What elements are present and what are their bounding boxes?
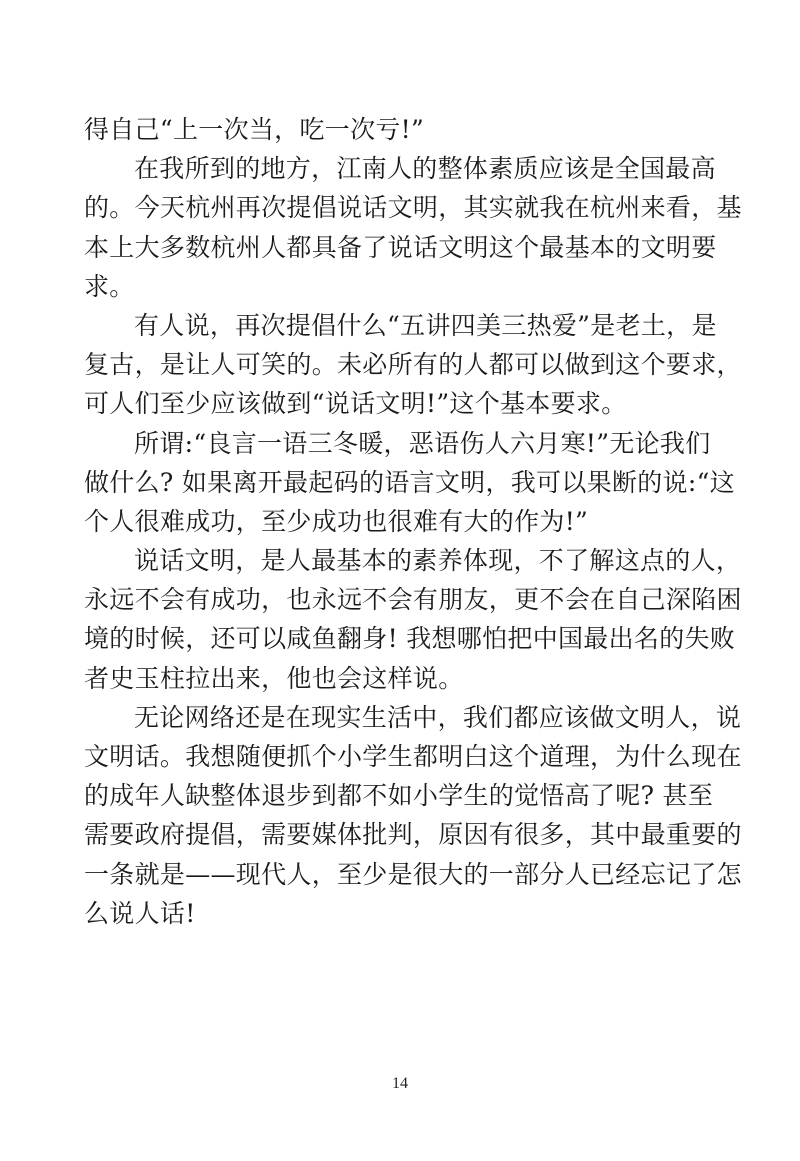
text-line: 文明话。我想随便抓个小学生都明白这个道理，为什么现在: [84, 742, 742, 771]
text-line: 永远不会有成功，也永远不会有朋友，更不会在自己深陷困: [84, 585, 742, 615]
text-line: 个人很难成功，至少成功也很难有大的作为!”: [84, 506, 589, 536]
text-line: 么说人话!: [84, 898, 196, 928]
text-line: 无论网络还是在现实生活中，我们都应该做文明人，说: [134, 702, 742, 732]
text-line: 的成年人缺整体退步到都不如小学生的觉悟高了呢? 甚至: [84, 781, 714, 811]
text-line: 求。: [84, 271, 135, 301]
text-line: 得自己“上一次当，吃一次亏!”: [84, 115, 425, 144]
text-line: 境的时候，还可以咸鱼翻身! 我想哪怕把中国最出名的失败: [84, 624, 736, 654]
text-line: 需要政府提倡，需要媒体批判，原因有很多，其中最重要的: [84, 820, 742, 850]
page-number: 14: [392, 1075, 408, 1092]
text-line: 可人们至少应该做到“说话文明!”这个基本要求。: [84, 389, 627, 419]
text-line: 在我所到的地方，江南人的整体素质应该是全国最高: [134, 154, 716, 184]
text-line: 所谓:“良言一语三冬暖，恶语伤人六月寒!”无论我们: [134, 428, 711, 458]
text-line: 本上大多数杭州人都具备了说话文明这个最基本的文明要: [84, 232, 717, 262]
text-line: 做什么? 如果离开最起码的语言文明，我可以果断的说:“这: [84, 467, 735, 497]
text-line: 复古，是让人可笑的。未必所有的人都可以做到这个要求，: [84, 350, 742, 380]
text-line: 一条就是——现代人，至少是很大的一部分人已经忘记了怎: [84, 859, 742, 889]
text-line: 者史玉柱拉出来，他也会这样说。: [84, 663, 464, 693]
body-text: [84, 110, 742, 933]
text-line: 有人说，再次提倡什么“五讲四美三热爱”是老土，是: [134, 310, 717, 340]
text-line: 说话文明，是人最基本的素养体现，不了解这点的人，: [134, 546, 742, 576]
text-line: 的。今天杭州再次提倡说话文明，其实就我在杭州来看，基: [84, 193, 742, 223]
